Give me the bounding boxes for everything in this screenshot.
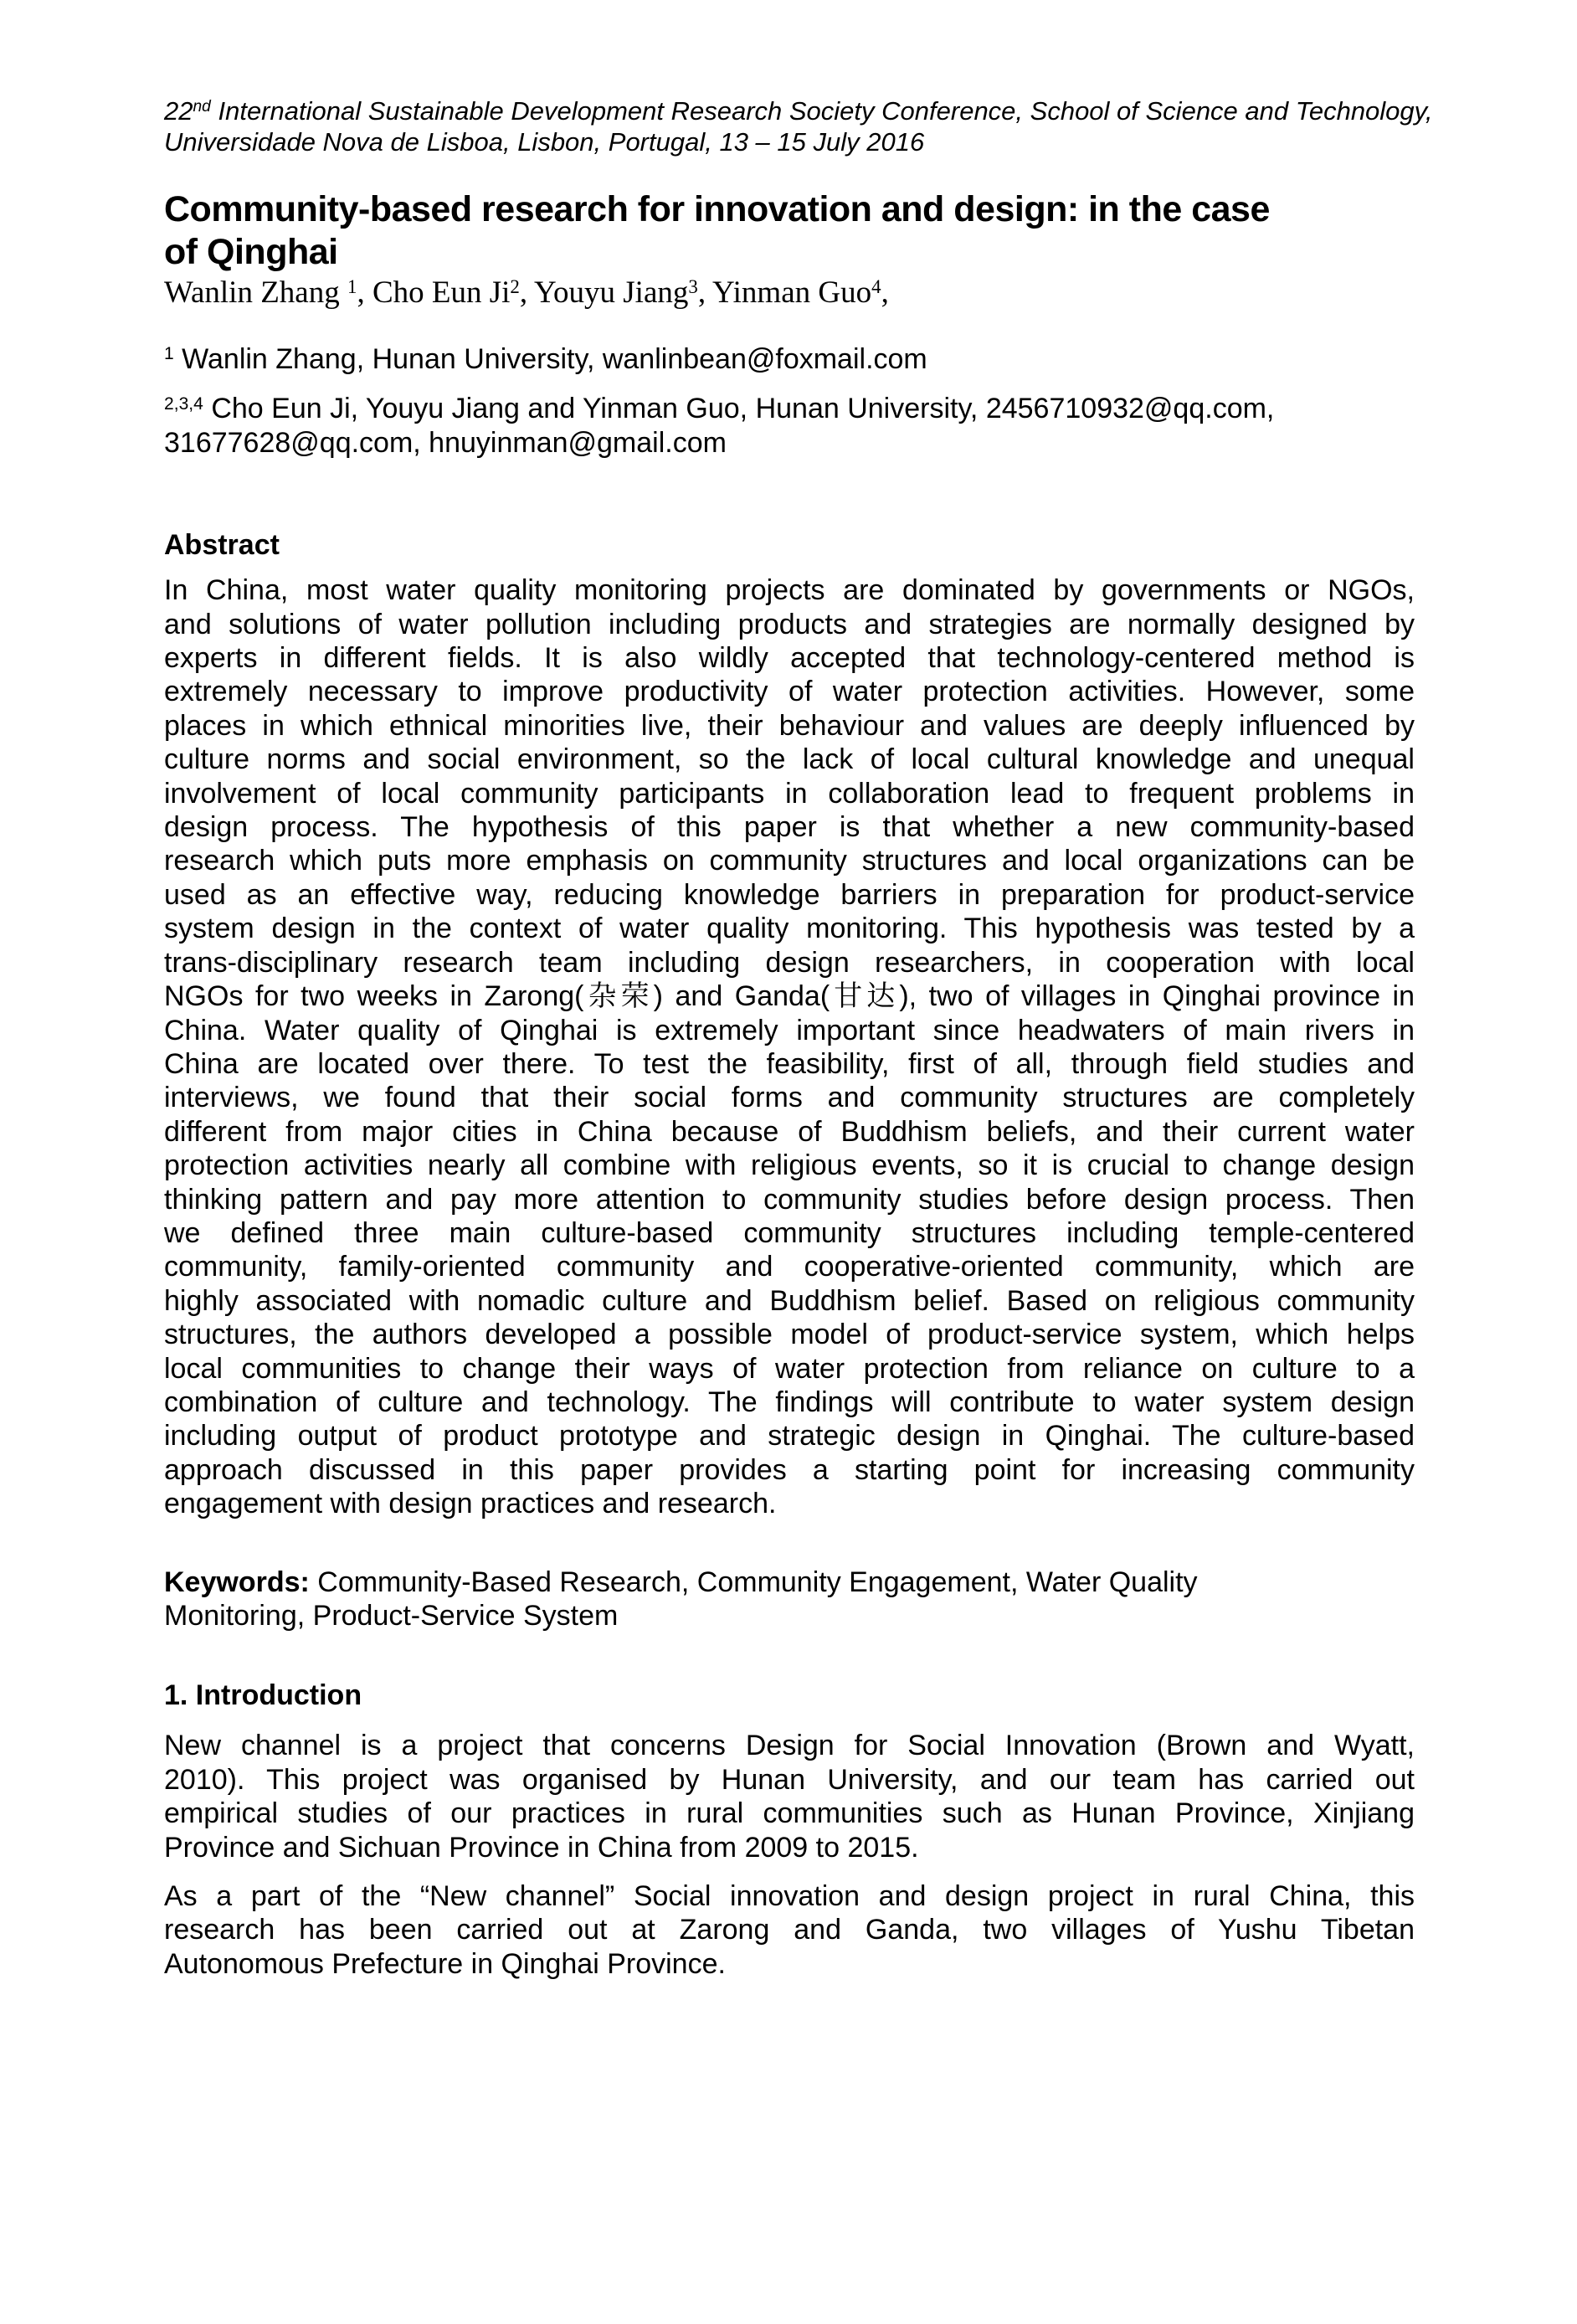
text-line: As a part of the “New channel” Social innovation and design project in rural China, this [164, 1880, 1415, 1913]
affiliation-authors-2-3-4 [164, 392, 1415, 460]
text-line: including output of product prototype and strategic design in Qinghai. The culture-based [164, 1420, 1415, 1452]
text-line: China are located over there. To test the feasibility, first of all, through field studies and [164, 1047, 1415, 1080]
text-line: Community-based research for innovation and design: in the case [164, 189, 1270, 229]
text-line: $^{2,3,4}$ Cho Eun Ji, Youyu Jiang and Yinman Guo, Hunan University, 2456710932@qq.com, [164, 393, 1275, 425]
text-line: design process. The hypothesis of this paper is that whether a new community-based [164, 811, 1415, 844]
introduction-paragraph-2 [164, 1879, 1415, 1981]
text-line: extremely necessary to improve productivity of water protection activities. However, some [164, 676, 1415, 708]
text-line: thinking pattern and pay more attention to community studies before design process. Then [164, 1183, 1415, 1216]
text-line: of Qinghai [164, 232, 338, 272]
paper-page [0, 95, 1577, 2324]
text-line: culture norms and social environment, so the lack of local cultural knowledge and unequal [164, 743, 1415, 776]
introduction-heading: 1. Introduction [164, 1679, 362, 1712]
text-line: highly associated with nomadic culture and Buddhism belief. Based on religious community [164, 1284, 1415, 1317]
text-line: and solutions of water pollution including products and strategies are normally designed by [164, 608, 1415, 640]
text-line: Monitoring, Product-Service System [164, 1600, 619, 1632]
text-line: research has been carried out at Zarong and Ganda, two villages of Yushu Tibetan [164, 1914, 1415, 1946]
text-line: places in which ethnical minorities live, their behaviour and values are deeply influenced by [164, 709, 1415, 742]
text-line: In China, most water quality monitoring projects are dominated by governments or NGOs, [164, 574, 1415, 607]
text-line: NGOs for two weeks in Zarong(杂荣) and Ganda(甘达), two of villages in Qinghai province in [164, 980, 1415, 1013]
text-line: 31677628@qq.com, hnuyinman@gmail.com [164, 426, 727, 459]
paper-title [164, 188, 1415, 274]
affiliation-author-1 [164, 342, 1415, 376]
text-line: Province and Sichuan Province in China from 2009 to 2015. [164, 1831, 919, 1864]
text-line: protection activities nearly all combine with religious events, so it is crucial to change design [164, 1149, 1415, 1182]
abstract-paragraph [164, 573, 1415, 1520]
text-line: structures, the authors developed a possible model of product-service system, which helps [164, 1319, 1415, 1351]
keywords-paragraph [164, 1566, 1415, 1633]
text-line: trans-disciplinary research team including design researchers, in cooperation with local [164, 946, 1415, 979]
text-line: 22nd International Sustainable Development Research Society Conference, School of Science and Technology, [164, 96, 1433, 126]
text-line: different from major cities in China because of Buddhism beliefs, and their current water [164, 1115, 1415, 1148]
text-line: local communities to change their ways of water protection from reliance on culture to a [164, 1352, 1415, 1385]
text-line: New channel is a project that concerns Design for Social Innovation (Brown and Wyatt, [164, 1730, 1415, 1762]
text-line: Keywords: Community-Based Research, Community Engagement, Water Quality [164, 1566, 1198, 1598]
text-line: research which puts more emphasis on community structures and local organizations can be [164, 845, 1415, 877]
text-line: system design in the context of water quality monitoring. This hypothesis was tested by a [164, 913, 1415, 945]
text-line: China. Water quality of Qinghai is extremely important since headwaters of main rivers in [164, 1014, 1415, 1046]
text-line: we defined three main culture-based community structures including temple-centered [164, 1216, 1415, 1249]
text-line: $^1$ Wanlin Zhang, Hunan University, wanlinbean@foxmail.com [164, 343, 927, 375]
text-line: experts in different fields. It is also wildly accepted that technology-centered method is [164, 642, 1415, 675]
text-line: 2010). This project was organised by Hunan University, and our team has carried out [164, 1763, 1415, 1796]
text-line: involvement of local community participants in collaboration lead to frequent problems in [164, 777, 1415, 810]
text-line: Autonomous Prefecture in Qinghai Province. [164, 1947, 726, 1980]
text-line: community, family-oriented community and cooperative-oriented community, which are [164, 1251, 1415, 1283]
conference-header [164, 95, 1433, 157]
text-line: approach discussed in this paper provides a starting point for increasing community [164, 1453, 1415, 1486]
authors-line: Wanlin Zhang $^1$, Cho Eun Ji$^2$, Youyu Jiang$^3$, Yinman Guo$^4$, [164, 275, 889, 310]
text-line: combination of culture and technology. The findings will contribute to water system design [164, 1386, 1415, 1418]
introduction-paragraph-1 [164, 1729, 1415, 1864]
text-line: engagement with design practices and research. [164, 1488, 777, 1520]
abstract-heading: Abstract [164, 529, 280, 562]
text-line: used as an effective way, reducing knowledge barriers in preparation for product-service [164, 878, 1415, 911]
text-line: interviews, we found that their social forms and community structures are completely [164, 1082, 1415, 1114]
text-line: Universidade Nova de Lisboa, Lisbon, Portugal, 13 – 15 July 2016 [164, 127, 925, 157]
text-line: empirical studies of our practices in rural communities such as Hunan Province, Xinjiang [164, 1797, 1415, 1830]
